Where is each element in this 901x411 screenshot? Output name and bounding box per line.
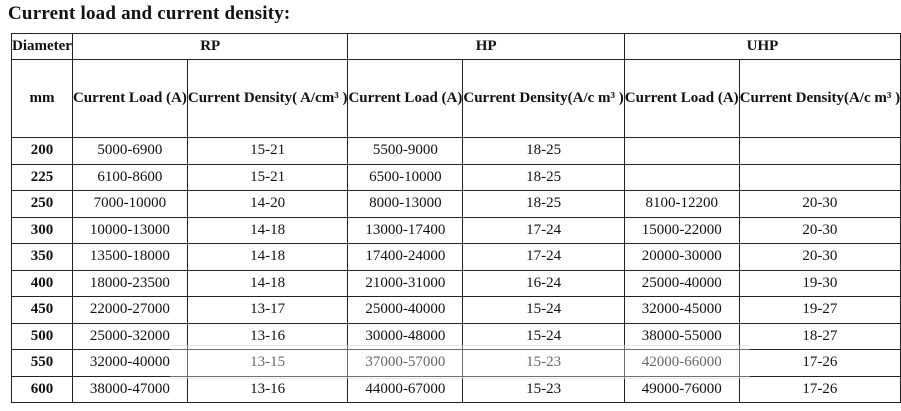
cell-hp-density: 15-24 [463, 323, 624, 350]
cell-uhp-load: 42000-66000 [624, 350, 739, 377]
table-row [12, 297, 901, 324]
table-row [12, 244, 901, 271]
cell-diameter: 550 [12, 350, 73, 377]
cell-diameter: 400 [12, 270, 73, 297]
table-row [12, 350, 901, 377]
header-group-rp: RP [72, 34, 348, 60]
cell-hp-density: 17-24 [463, 244, 624, 271]
cell-hp-load: 25000-40000 [348, 297, 463, 324]
cell-rp-load: 18000-23500 [72, 270, 187, 297]
cell-hp-load: 30000-48000 [348, 323, 463, 350]
header-rp-load: Current Load (A) [72, 60, 187, 138]
cell-uhp-density [739, 138, 900, 165]
cell-hp-density: 16-24 [463, 270, 624, 297]
cell-uhp-density: 19-30 [739, 270, 900, 297]
cell-rp-density: 13-16 [187, 323, 348, 350]
cell-rp-load: 6100-8600 [72, 164, 187, 191]
cell-uhp-load: 20000-30000 [624, 244, 739, 271]
cell-uhp-density: 20-30 [739, 191, 900, 218]
table-row [12, 323, 901, 350]
cell-hp-density: 15-23 [463, 376, 624, 403]
cell-uhp-load: 25000-40000 [624, 270, 739, 297]
cell-hp-load: 6500-10000 [348, 164, 463, 191]
cell-uhp-density [739, 164, 900, 191]
header-diameter: Diameter [12, 34, 73, 60]
header-sub-row [12, 60, 901, 138]
cell-rp-density: 14-18 [187, 217, 348, 244]
header-group-uhp: UHP [624, 34, 900, 60]
cell-uhp-density: 20-30 [739, 217, 900, 244]
cell-rp-density: 15-21 [187, 138, 348, 165]
cell-hp-density: 15-24 [463, 297, 624, 324]
cell-hp-density: 17-24 [463, 217, 624, 244]
current-load-table [11, 33, 901, 403]
cell-rp-load: 22000-27000 [72, 297, 187, 324]
cell-diameter: 200 [12, 138, 73, 165]
header-uhp-load: Current Load (A) [624, 60, 739, 138]
cell-hp-density: 15-23 [463, 350, 624, 377]
cell-uhp-load: 38000-55000 [624, 323, 739, 350]
cell-hp-density: 18-25 [463, 191, 624, 218]
table-row [12, 217, 901, 244]
cell-uhp-density: 19-27 [739, 297, 900, 324]
cell-rp-load: 13500-18000 [72, 244, 187, 271]
cell-diameter: 500 [12, 323, 73, 350]
cell-diameter: 250 [12, 191, 73, 218]
cell-hp-load: 8000-13000 [348, 191, 463, 218]
cell-rp-density: 14-18 [187, 270, 348, 297]
cell-diameter: 350 [12, 244, 73, 271]
cell-rp-load: 7000-10000 [72, 191, 187, 218]
cell-hp-load: 17400-24000 [348, 244, 463, 271]
cell-rp-load: 32000-40000 [72, 350, 187, 377]
header-uhp-density: Current Density(A/c m³ ) [739, 60, 900, 138]
cell-rp-density: 14-20 [187, 191, 348, 218]
cell-uhp-density: 20-30 [739, 244, 900, 271]
cell-rp-load: 5000-6900 [72, 138, 187, 165]
header-group-row [12, 34, 901, 60]
cell-rp-density: 14-18 [187, 244, 348, 271]
cell-rp-density: 15-21 [187, 164, 348, 191]
cell-uhp-density: 18-27 [739, 323, 900, 350]
cell-rp-density: 13-17 [187, 297, 348, 324]
cell-rp-density: 13-15 [187, 350, 348, 377]
cell-uhp-load [624, 138, 739, 165]
cell-hp-load: 21000-31000 [348, 270, 463, 297]
cell-hp-density: 18-25 [463, 138, 624, 165]
header-hp-load: Current Load (A) [348, 60, 463, 138]
page-title: Current load and current density: [8, 3, 291, 24]
header-unit: mm [12, 60, 73, 138]
cell-rp-load: 10000-13000 [72, 217, 187, 244]
cell-uhp-load [624, 164, 739, 191]
cell-hp-load: 5500-9000 [348, 138, 463, 165]
cell-uhp-density: 17-26 [739, 376, 900, 403]
cell-uhp-load: 49000-76000 [624, 376, 739, 403]
table-body [12, 138, 901, 403]
cell-rp-load: 38000-47000 [72, 376, 187, 403]
cell-uhp-load: 32000-45000 [624, 297, 739, 324]
header-group-hp: HP [348, 34, 624, 60]
cell-hp-density: 18-25 [463, 164, 624, 191]
table-row [12, 164, 901, 191]
table-row [12, 138, 901, 165]
cell-diameter: 600 [12, 376, 73, 403]
cell-diameter: 225 [12, 164, 73, 191]
cell-uhp-density: 17-26 [739, 350, 900, 377]
cell-rp-load: 25000-32000 [72, 323, 187, 350]
header-hp-density: Current Density(A/c m³ ) [463, 60, 624, 138]
header-rp-density: Current Density( A/cm³ ) [187, 60, 348, 138]
cell-hp-load: 13000-17400 [348, 217, 463, 244]
table-row [12, 270, 901, 297]
cell-diameter: 450 [12, 297, 73, 324]
table-row [12, 191, 901, 218]
cell-rp-density: 13-16 [187, 376, 348, 403]
cell-diameter: 300 [12, 217, 73, 244]
table-row [12, 376, 901, 403]
cell-uhp-load: 8100-12200 [624, 191, 739, 218]
cell-uhp-load: 15000-22000 [624, 217, 739, 244]
cell-hp-load: 37000-57000 [348, 350, 463, 377]
cell-hp-load: 44000-67000 [348, 376, 463, 403]
